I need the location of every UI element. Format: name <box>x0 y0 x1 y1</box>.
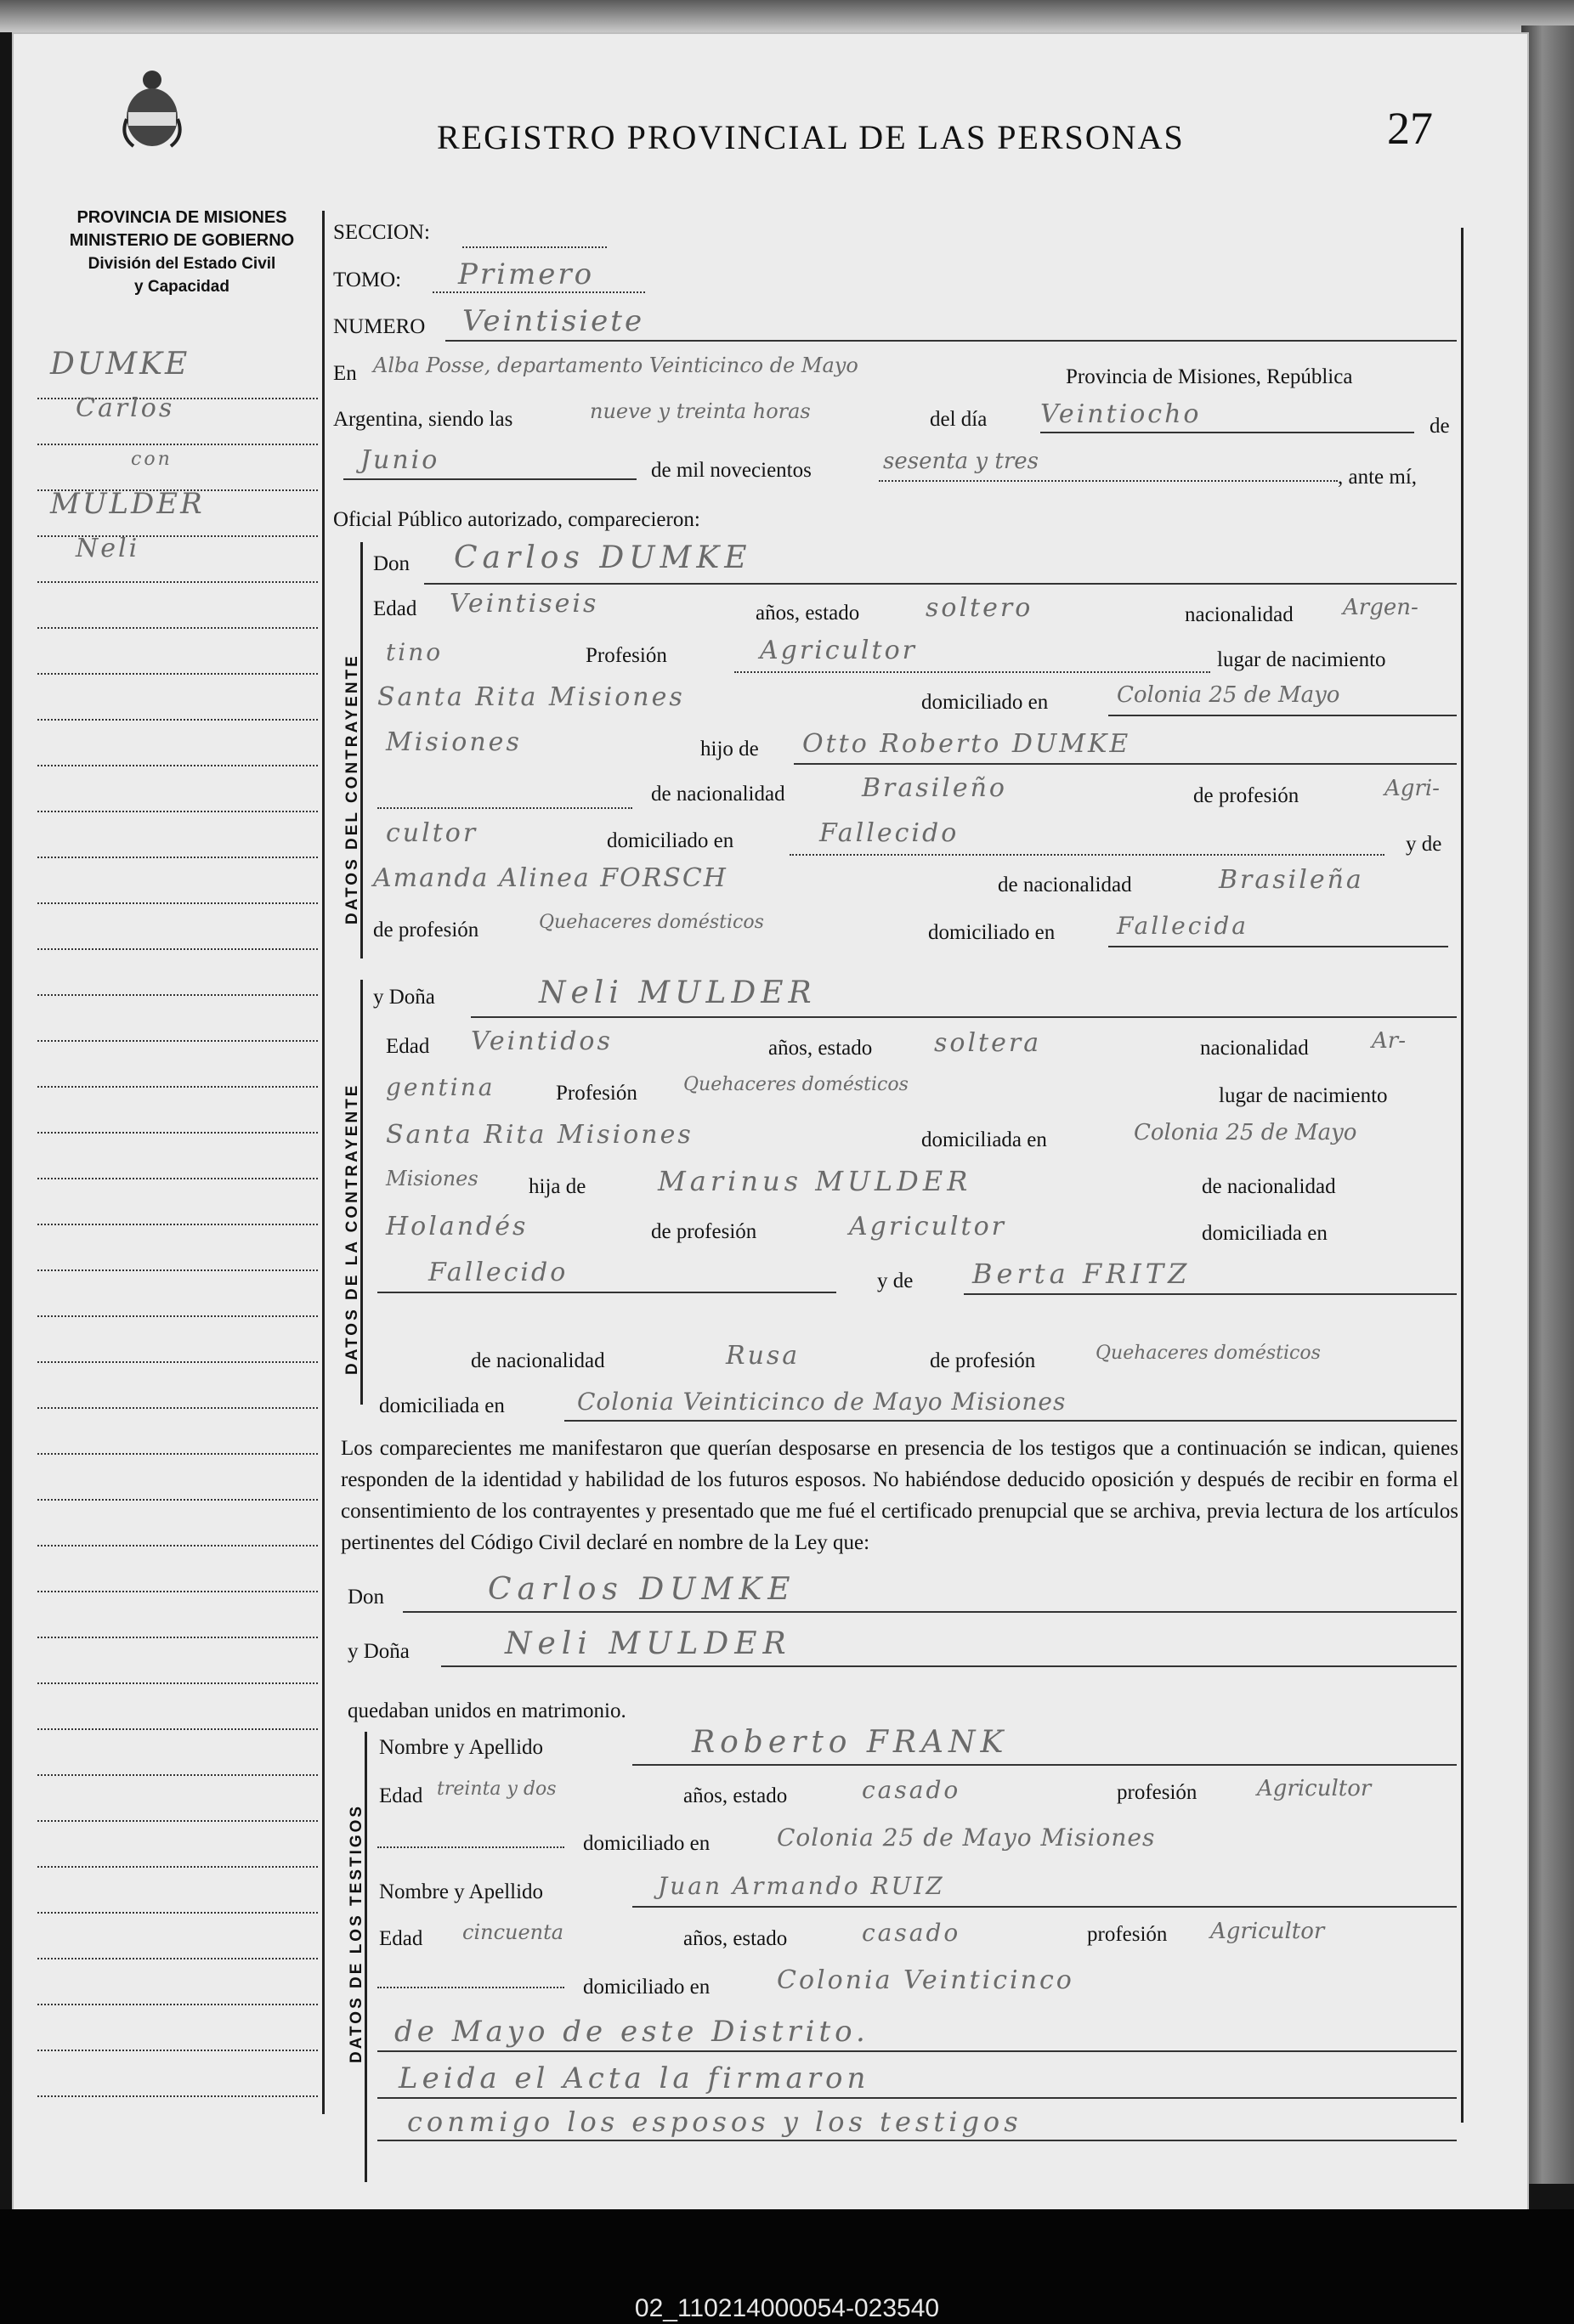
margin-dotted-line <box>37 1682 318 1684</box>
padre-ella-value: Marinus MULDER <box>658 1165 972 1197</box>
lugar-nac-label: lugar de nacimiento <box>1217 648 1386 671</box>
anos-estado-label: años, estado <box>683 1927 788 1950</box>
dona-final-value: Neli MULDER <box>505 1626 792 1661</box>
prof-t1-value: Agricultor <box>1257 1776 1372 1801</box>
margin-dotted-line <box>37 1545 318 1547</box>
nac-madre-el-value: Brasileña <box>1219 865 1364 895</box>
dom-ella-value-1: Colonia 25 de Mayo <box>1134 1120 1357 1145</box>
prof-padre-ella-value: Agricultor <box>849 1212 1006 1241</box>
y-dona-label: y Doña <box>373 986 435 1009</box>
anos-estado-label: años, estado <box>756 602 860 625</box>
edad-t2-value: cincuenta <box>462 1920 564 1944</box>
hijo-de-label: hijo de <box>700 738 759 761</box>
margin-dotted-line <box>37 1866 318 1868</box>
margin-note: DUMKE <box>50 347 190 382</box>
don-label: Don <box>348 1586 385 1609</box>
margin-dotted-line <box>37 1361 318 1363</box>
dom-padre-el-value: Fallecido <box>819 818 960 848</box>
madre-ella-value: Berta FRITZ <box>972 1258 1192 1290</box>
ministry-block <box>29 206 335 298</box>
section-testigos: DATOS DE LOS TESTIGOS <box>348 1803 365 2063</box>
testigo2-line <box>632 1906 1457 1908</box>
domiciliado-label: domiciliado en <box>583 1976 711 1999</box>
margin-dotted-line <box>37 2050 318 2051</box>
lugar-el-value: Santa Rita Misiones <box>377 682 685 712</box>
mes-value: Junio <box>360 445 440 475</box>
tomo-line <box>433 291 645 293</box>
nombre-apellido-label: Nombre y Apellido <box>379 1880 544 1903</box>
dona-line <box>471 1016 1457 1018</box>
profesion-label: profesión <box>1087 1923 1168 1946</box>
dom-el-value-1: Colonia 25 de Mayo <box>1117 682 1340 708</box>
madre-ella-line <box>964 1293 1457 1295</box>
prof-padre-el-value-1: Agri- <box>1384 776 1440 801</box>
profesion-label: Profesión <box>586 644 667 667</box>
dia-value: Veintiocho <box>1040 399 1202 429</box>
anio-line <box>879 480 1338 482</box>
prof-t2-value: Agricultor <box>1210 1919 1325 1944</box>
numero-label: NUMERO <box>333 315 426 338</box>
en-value: Alba Posse, departamento Veinticinco de Mayo <box>373 353 858 377</box>
hora-value: nueve y treinta horas <box>590 399 811 423</box>
edad-el-value: Veintiseis <box>450 589 599 619</box>
prof-madre-el-value: Quehaceres domésticos <box>539 912 764 933</box>
de-profesion-label: de profesión <box>651 1220 757 1243</box>
lugar-ella-value: Santa Rita Misiones <box>386 1120 694 1150</box>
prof-madre-ella-value: Quehaceres domésticos <box>1096 1343 1321 1364</box>
numero-value: Veintisiete <box>462 304 645 338</box>
page-title: REGISTRO PROVINCIAL DE LAS PERSONAS <box>437 118 1185 156</box>
cierre-line-2: conmigo los esposos y los testigos <box>407 2106 1022 2138</box>
margin-dotted-line <box>37 1820 318 1822</box>
en-label: En <box>333 362 357 385</box>
margin-dotted-line <box>37 444 318 445</box>
margin-dotted-line <box>37 765 318 766</box>
seccion-line <box>462 246 607 248</box>
margin-dotted-line <box>37 811 318 812</box>
domiciliado-label: domiciliado en <box>921 691 1049 714</box>
coat-of-arms-icon <box>118 68 186 153</box>
dia-line <box>1040 432 1414 433</box>
del-dia-label: del día <box>930 408 988 431</box>
book-spine <box>1521 25 1574 2184</box>
margin-note: Neli <box>76 534 140 563</box>
margin-dotted-line <box>37 1591 318 1592</box>
ministry-line: MINISTERIO DE GOBIERNO <box>69 231 295 250</box>
margin-note: Carlos <box>76 393 175 423</box>
de-label: de <box>1430 415 1450 438</box>
numero-line <box>445 340 1457 342</box>
margin-dotted-line <box>37 857 318 858</box>
dom-madre-el-value: Fallecida <box>1117 912 1248 940</box>
margin-dotted-line <box>37 1224 318 1225</box>
margin-rule <box>322 211 325 2114</box>
profesion-label: Profesión <box>556 1082 637 1105</box>
lugar-nac-label: lugar de nacimiento <box>1219 1084 1388 1107</box>
de-profesion-label: de profesión <box>930 1349 1036 1372</box>
ministry-line: y Capacidad <box>134 278 229 296</box>
de-profesion-label: de profesión <box>1193 784 1299 807</box>
margin-dotted-line <box>37 994 318 996</box>
estado-ella-value: soltera <box>934 1028 1042 1058</box>
prof-el-value: Agricultor <box>760 636 917 665</box>
profesion-label: profesión <box>1117 1781 1197 1804</box>
dom-madre-ella-line <box>564 1420 1457 1422</box>
edad-label: Edad <box>379 1784 423 1807</box>
nac-el-value-1: Argen- <box>1343 595 1418 620</box>
don-value: Carlos DUMKE <box>454 540 752 575</box>
de-nacionalidad-label: de nacionalidad <box>998 874 1132 896</box>
dona-value: Neli MULDER <box>539 975 817 1010</box>
nac-ella-value-1: Ar- <box>1372 1028 1406 1054</box>
y-dona-label: y Doña <box>348 1640 410 1663</box>
blank-line <box>377 807 632 809</box>
quedaban-label: quedaban unidos en matrimonio. <box>348 1699 626 1722</box>
y-de-label: y de <box>877 1269 914 1292</box>
margin-dotted-line <box>37 1912 318 1914</box>
margin-dotted-line <box>37 1637 318 1638</box>
margin-note: MULDER <box>50 487 205 521</box>
don-line <box>424 583 1457 585</box>
dom-t1-value: Colonia 25 de Mayo Misiones <box>777 1824 1156 1852</box>
nac-ella-value-2: gentina <box>386 1073 495 1101</box>
domiciliada-label: domiciliada en <box>921 1128 1047 1151</box>
madre-el-value: Amanda Alinea FORSCH <box>373 863 728 893</box>
de-nacionalidad-label: de nacionalidad <box>1202 1175 1336 1198</box>
dona-final-line <box>441 1665 1457 1667</box>
dom-madre-el-line <box>1108 946 1448 947</box>
don-final-line <box>403 1611 1457 1613</box>
margin-dotted-line <box>37 1728 318 1730</box>
estado-t2-value: casado <box>862 1919 961 1947</box>
margin-dotted-line <box>37 673 318 675</box>
margin-dotted-line <box>37 1086 318 1088</box>
register-page <box>12 32 1529 2225</box>
nac-padre-ella-value: Holandés <box>386 1212 529 1241</box>
margin-dotted-line <box>37 719 318 721</box>
margin-dotted-line <box>37 2004 318 2005</box>
de-mil-label: de mil novecientos <box>651 459 812 482</box>
testigo1-value: Roberto FRANK <box>692 1725 1009 1760</box>
blank-line <box>377 1987 564 1988</box>
mes-line <box>343 478 637 480</box>
cierre-rule-1 <box>377 2097 1457 2099</box>
tomo-label: TOMO: <box>333 269 402 291</box>
ministry-line: PROVINCIA DE MISIONES <box>76 208 287 227</box>
de-nacionalidad-label: de nacionalidad <box>651 783 785 806</box>
margin-dotted-line <box>37 1315 318 1317</box>
prof-el-line <box>734 671 1210 673</box>
margin-dotted-line <box>37 627 318 629</box>
domiciliado-label: domiciliado en <box>583 1832 711 1855</box>
margin-dotted-line <box>37 948 318 950</box>
estado-el-value: soltero <box>926 593 1033 623</box>
section-contrayente-f: DATOS DE LA CONTRAYENTE <box>343 1083 361 1375</box>
dom-madre-ella-value: Colonia Veinticinco de Mayo Misiones <box>577 1388 1067 1416</box>
y-de-label: y de <box>1406 833 1442 856</box>
margin-dotted-line <box>37 1499 318 1501</box>
image-caption: 02_110214000054-023540 <box>634 2294 940 2322</box>
nacionalidad-label: nacionalidad <box>1200 1037 1309 1060</box>
don-label: Don <box>373 552 410 575</box>
nacionalidad-label: nacionalidad <box>1185 603 1294 626</box>
margin-note: con <box>131 449 173 470</box>
tomo-value: Primero <box>458 257 595 291</box>
margin-dotted-line <box>37 1269 318 1271</box>
dom-t2-value-1: Colonia Veinticinco <box>777 1965 1074 1995</box>
argentina-label: Argentina, siendo las <box>333 408 513 431</box>
seccion-label: SECCION: <box>333 221 430 244</box>
hija-de-label: hija de <box>529 1175 586 1198</box>
nombre-apellido-label: Nombre y Apellido <box>379 1736 544 1759</box>
edad-label: Edad <box>373 597 417 620</box>
prof-ella-value: Quehaceres domésticos <box>683 1074 909 1095</box>
nac-padre-el-value: Brasileño <box>862 773 1007 803</box>
edad-label: Edad <box>379 1927 423 1950</box>
testigo1-line <box>632 1764 1457 1766</box>
domiciliada-label: domiciliada en <box>1202 1222 1328 1245</box>
testigo2-value: Juan Armando RUIZ <box>658 1872 945 1900</box>
margin-dotted-line <box>37 581 318 583</box>
margin-dotted-line <box>37 1958 318 1959</box>
prof-padre-el-value-2: cultor <box>386 818 478 848</box>
anos-estado-label: años, estado <box>768 1037 873 1060</box>
page-number: 27 <box>1387 103 1433 154</box>
dom-el-value-2: Misiones <box>386 727 522 757</box>
margin-dotted-line <box>37 1132 318 1134</box>
dom-t2-value-2: de Mayo de este Distrito. <box>394 2015 869 2049</box>
domiciliado-label: domiciliado en <box>928 921 1056 944</box>
domiciliado-label: domiciliado en <box>607 829 734 852</box>
padre-el-line <box>794 763 1457 765</box>
edad-label: Edad <box>386 1035 430 1058</box>
nac-madre-ella-value: Rusa <box>726 1341 801 1371</box>
anos-estado-label: años, estado <box>683 1784 788 1807</box>
dom-padre-el-line <box>790 854 1384 856</box>
section-contrayente: DATOS DEL CONTRAYENTE <box>343 653 361 925</box>
anio-value: sesenta y tres <box>883 449 1039 474</box>
dom-padre-ella-line <box>377 1292 836 1293</box>
margin-dotted-line <box>37 1040 318 1042</box>
de-nacionalidad-label: de nacionalidad <box>471 1349 605 1372</box>
dom-padre-ella-value: Fallecido <box>428 1258 569 1287</box>
dom-ella-value-2: Misiones <box>386 1167 478 1190</box>
ante-mi-label: , ante mí, <box>1338 466 1418 489</box>
edad-t1-value: treinta y dos <box>437 1778 557 1800</box>
don-final-value: Carlos DUMKE <box>488 1572 796 1607</box>
ministry-line: División del Estado Civil <box>88 255 276 273</box>
margin-dotted-line <box>37 1453 318 1455</box>
domiciliada-label: domiciliada en <box>379 1394 505 1417</box>
right-rule <box>1461 228 1464 2123</box>
padre-el-value: Otto Roberto DUMKE <box>802 729 1131 759</box>
oficial-label: Oficial Público autorizado, comparecieron: <box>333 508 700 531</box>
declaration-paragraph: Los comparecientes me manifestaron que querían desposarse en presencia de los testigos que a continuación se indican, quienes responden de la identidad y habilidad de los futuros esposos. No habiéndose deducido oposición y después de recibir en forma el consentimiento de los contrayentes y presentado que me fué el certificado prenupcial que se archiva, previa lectura de los artículos pertinentes del Código Civil declaré en nombre de la Ley que: <box>341 1437 1458 1554</box>
cierre-rule-2 <box>377 2140 1457 2141</box>
margin-dotted-line <box>37 1774 318 1776</box>
book-top-edge <box>0 0 1574 32</box>
dom-t2-line <box>377 2050 1457 2052</box>
edad-ella-value: Veintidos <box>471 1026 613 1056</box>
margin-dotted-line <box>37 2095 318 2097</box>
de-profesion-label: de profesión <box>373 919 479 941</box>
estado-t1-value: casado <box>862 1776 961 1804</box>
blank-line <box>377 1846 564 1848</box>
nac-el-value-2: tino <box>386 638 444 666</box>
margin-dotted-line <box>37 902 318 904</box>
margin-dotted-line <box>37 1407 318 1409</box>
cierre-line-1: Leida el Acta la firmaron <box>399 2061 870 2095</box>
dom-el-line <box>1108 715 1457 716</box>
provincia-label: Provincia de Misiones, República <box>1066 365 1353 388</box>
margin-dotted-line <box>37 1178 318 1179</box>
